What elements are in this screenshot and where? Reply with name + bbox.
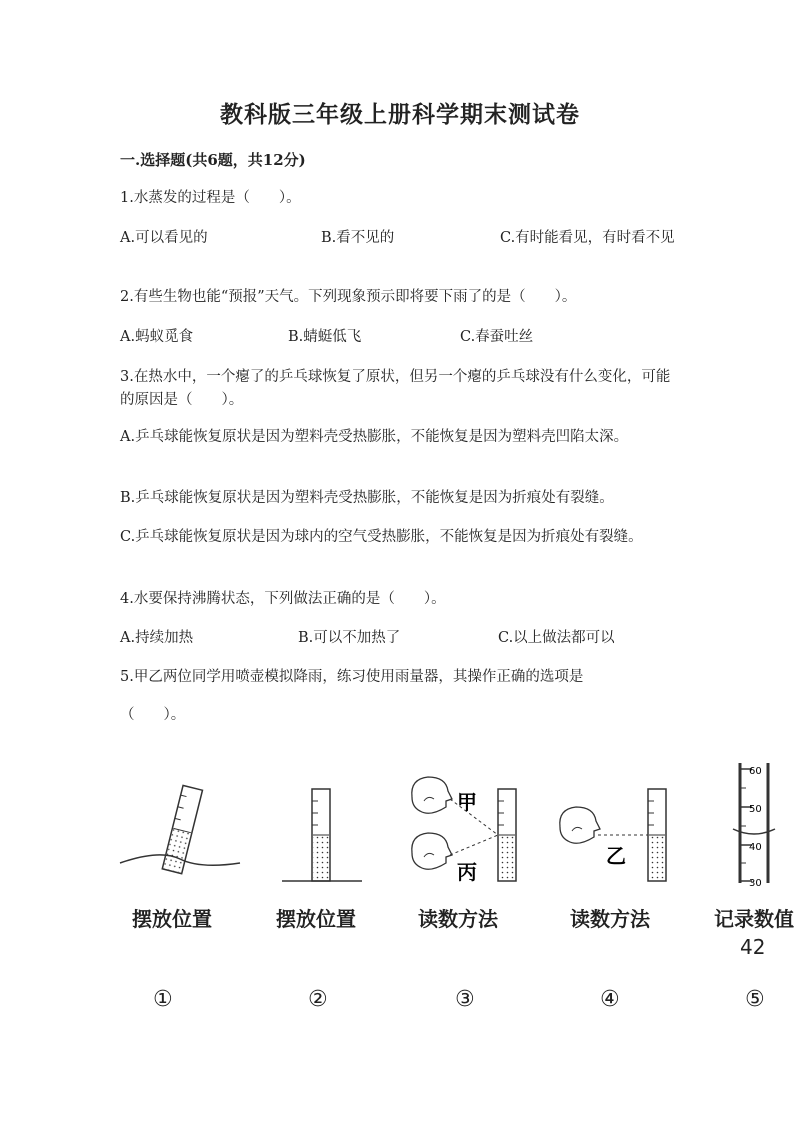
question-1-option-c[interactable]: C.有时能看见，有时看不见: [500, 230, 675, 246]
question-1-option-b[interactable]: B.看不见的: [321, 230, 395, 246]
question-2-option-b[interactable]: B.蜻蜓低飞: [288, 329, 362, 345]
question-4-option-a[interactable]: A.持续加热: [120, 630, 194, 646]
question-1-option-a[interactable]: A.可以看见的: [120, 230, 208, 246]
question-2-option-c[interactable]: C.春蚕吐丝: [460, 329, 534, 345]
option-number-1[interactable]: ①: [153, 987, 173, 1012]
option-number-5[interactable]: ⑤: [745, 987, 765, 1012]
question-5-stem: 5.甲乙两位同学用喷壶模拟降雨，练习使用雨量器，其操作正确的选项是: [120, 669, 584, 685]
panel-3-label: 读数方法: [418, 907, 498, 931]
panel-2-upright-gauge: [282, 789, 362, 881]
question-5-blank: （ ）。: [120, 707, 186, 723]
figure-drawings: [0, 755, 800, 895]
question-3-option-a[interactable]: A.乒乓球能恢复原状是因为塑料壳受热膨胀，不能恢复是因为塑料壳凹陷太深。: [120, 429, 629, 445]
rain-gauge-figure: [0, 755, 800, 1035]
name-bing: 丙: [457, 860, 477, 884]
question-4-option-c[interactable]: C.以上做法都可以: [498, 630, 615, 646]
name-jia: 甲: [457, 790, 477, 814]
question-3-stem: 3.在热水中，一个瘪了的乒乓球恢复了原状，但另一个瘪的乒乓球没有什么变化，可能的原因是（ ）。: [120, 369, 671, 408]
panel-4-label: 读数方法: [570, 907, 650, 931]
tick-30: 30: [749, 878, 762, 889]
question-1-stem: 1.水蒸发的过程是（ ）。: [120, 190, 301, 206]
panel-1-label: 摆放位置: [132, 907, 212, 931]
panel-5-scale-cylinder: [733, 763, 775, 889]
panel-1-tilted-gauge: [120, 785, 240, 873]
name-yi: 乙: [606, 844, 626, 868]
tick-40: 40: [749, 842, 762, 853]
tick-60: 60: [749, 766, 762, 777]
page-title: 教科版三年级上册科学期末测试卷: [220, 101, 580, 128]
question-3-option-b[interactable]: B.乒乓球能恢复原状是因为塑料壳受热膨胀，不能恢复是因为折痕处有裂缝。: [120, 490, 614, 506]
question-3-option-c[interactable]: C.乒乓球能恢复原状是因为球内的空气受热膨胀，不能恢复是因为折痕处有裂缝。: [120, 529, 643, 545]
panel-2-label: 摆放位置: [276, 907, 356, 931]
question-4-stem: 4.水要保持沸腾状态，下列做法正确的是（ ）。: [120, 591, 446, 607]
option-number-2[interactable]: ②: [308, 987, 328, 1012]
tick-50: 50: [749, 804, 762, 815]
panel-5-value: 42: [740, 935, 766, 959]
question-2-option-a[interactable]: A.蚂蚁觅食: [120, 329, 194, 345]
panel-5-label: 记录数值: [714, 907, 794, 931]
option-number-3[interactable]: ③: [455, 987, 475, 1012]
section-heading: 一.选择题(共6题，共12分): [120, 151, 306, 169]
question-2-stem: 2.有些生物也能“预报”天气。下列现象预示即将要下雨了的是（ ）。: [120, 289, 577, 305]
question-4-option-b[interactable]: B.可以不加热了: [298, 630, 401, 646]
option-number-4[interactable]: ④: [600, 987, 620, 1012]
